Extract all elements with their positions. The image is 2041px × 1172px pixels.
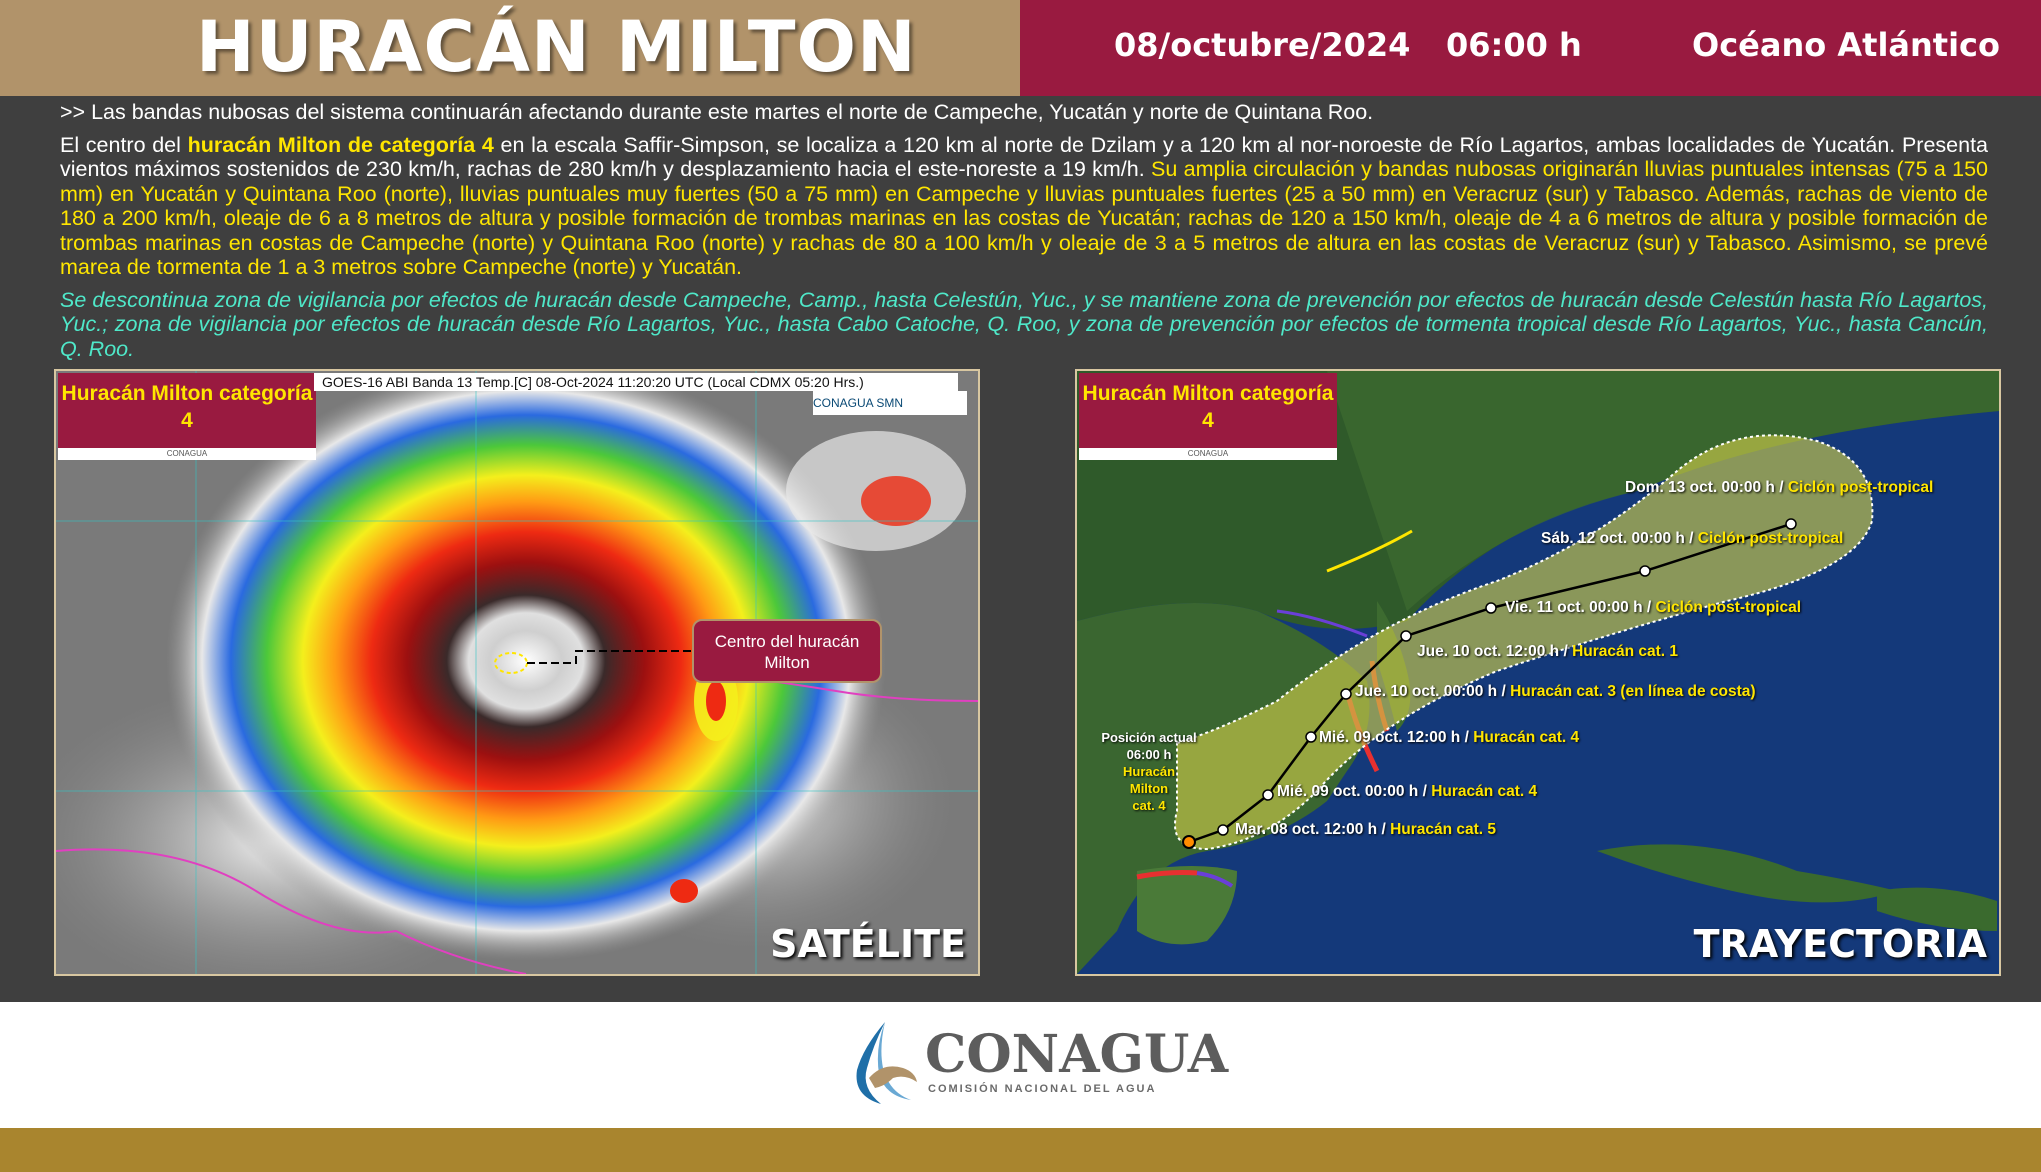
current-position-line: Posición actual (1101, 730, 1197, 745)
current-position-time: 06:00 h (1126, 747, 1172, 762)
current-position-name: Milton (1129, 781, 1169, 796)
track-point-label (1505, 599, 1801, 617)
track-point-status: Ciclón post-tropical (1787, 479, 1934, 496)
satellite-badge-logo: CONAGUA (58, 448, 316, 460)
satellite-badge-text: Huracán Milton categoría 4 (61, 382, 313, 432)
track-point-time: Mar. 08 oct. 12:00 h / (1235, 821, 1391, 838)
track-point-status: Huracán cat. 5 (1390, 821, 1497, 838)
track-panel (1075, 369, 2001, 976)
track-point-time: Mié. 09 oct. 12:00 h / (1319, 729, 1474, 746)
track-point-label (1235, 821, 1496, 839)
track-badge (1079, 373, 1337, 460)
track-point-time: Jue. 10 oct. 00:00 h / (1355, 683, 1511, 700)
bulletin-paragraph-3: Se descontinua zona de vigilancia por efectos de huracán desde Campeche, Camp., hasta Celestún, Yuc., y se mantiene zona de prevención por efectos de huracán desde Celestún hasta Río Lagartos, Yuc.; zona de vigilancia por efectos de huracán desde Río Lagartos, Yuc., hasta Cabo Catoche, Q. Roo, y zona de prevención por efectos de tormenta tropical desde Río Lagartos, Yuc., hasta Cancún, Q. Roo. (60, 287, 1988, 361)
page-title: HURACÁN MILTON (196, 6, 917, 88)
track-point-label (1541, 530, 1843, 548)
track-point-label (1319, 729, 1579, 747)
conagua-logo-icon (845, 1018, 921, 1108)
satellite-panel (54, 369, 980, 976)
satellite-watermark: SATÉLITE (770, 922, 966, 966)
current-position-type: Huracán (1122, 764, 1176, 779)
footer-bar (0, 1128, 2041, 1172)
track-point-status: Huracán cat. 4 (1473, 729, 1580, 746)
track-map (1077, 371, 1999, 974)
track-point-status: Ciclón post-tropical (1697, 530, 1844, 547)
track-point-label (1277, 783, 1537, 801)
track-badge-logo: CONAGUA (1079, 448, 1337, 460)
track-point-status: Huracán cat. 4 (1431, 783, 1538, 800)
ocean-label: Océano Atlántico (1692, 26, 2000, 64)
satellite-caption: GOES-16 ABI Banda 13 Temp.[C] 08-Oct-2024 11:20:20 UTC (Local CDMX 05:20 Hrs.) (314, 373, 958, 391)
p2-highlight: huracán Milton de categoría 4 (187, 132, 494, 157)
track-point-label (1417, 643, 1678, 661)
p2-effects: Su amplia circulación y bandas nubosas originarán lluvias puntuales intensas (75 a 150 mm) en Yucatán y Quintana Roo (norte), lluvias puntuales muy fuertes (50 a 75 mm) en Campeche y lluvias puntuales fuertes (25 a 50 mm) en Veracruz (sur) y Tabasco. Además, rachas de viento de 180 a 200 km/h, oleaje de 6 a 8 metros de altura y posible formación de trombas marinas en las costas de Yucatán; rachas de 120 a 150 km/h, oleaje de 4 a 6 metros de altura y posible formación de trombas marinas en costas de Campeche (norte) y Quintana Roo (norte) y rachas de 80 a 100 km/h y oleaje de 3 a 5 metros de altura en las costas de Veracruz (sur) y Tabasco. Asimismo, se prevé marea de tormenta de 1 a 3 metros sobre Campeche (norte) y Yucatán. (60, 157, 1988, 279)
track-point-time: Dom. 13 oct. 00:00 h / (1625, 479, 1788, 496)
track-point-status: Ciclón post-tropical (1655, 599, 1802, 616)
bulletin-line-1: >> Las bandas nubosas del sistema continuarán afectando durante este martes el norte de Campeche, Yucatán y norte de Quintana Roo. (60, 100, 1374, 124)
conagua-logo-text: CONAGUA (925, 1024, 1229, 1085)
conagua-logo-subtitle: COMISIÓN NACIONAL DEL AGUA (928, 1083, 1157, 1095)
track-point-time: Vie. 11 oct. 00:00 h / (1505, 599, 1656, 616)
track-point-label (1625, 479, 1933, 497)
p2-intro: El centro del (60, 132, 188, 157)
track-badge-text: Huracán Milton categoría 4 (1082, 382, 1334, 432)
satellite-badge (58, 373, 316, 460)
track-point-status: Huracán cat. 1 (1572, 643, 1679, 660)
current-position-label (1091, 729, 1207, 814)
track-point-time: Mié. 09 oct. 00:00 h / (1277, 783, 1432, 800)
bulletin-paragraph-2 (60, 133, 1988, 280)
track-point-status: Huracán cat. 3 (en línea de costa) (1510, 683, 1756, 700)
hurricane-center-label: Centro del huracán Milton (692, 619, 882, 683)
track-point-time: Jue. 10 oct. 12:00 h / (1417, 643, 1573, 660)
current-position-category: cat. 4 (1132, 798, 1166, 813)
track-watermark: TRAYECTORIA (1693, 922, 1987, 966)
p2-location: en la escala Saffir-Simpson, se localiza a 120 km al norte de Dzilam y a 120 km al nor-noroeste de Río Lagartos, ambas localidades de Yucatán. Presenta vientos máximos sostenidos de 230 km/h, rachas de 280 km/h y desplazamiento hacia el este-noreste a 19 km/h. (60, 132, 1989, 181)
bulletin-text (60, 100, 1988, 369)
satellite-logos: CONAGUA SMN (813, 391, 967, 415)
track-point-label (1355, 683, 1756, 701)
bulletin-hour: 06:00 h (1446, 26, 1582, 64)
track-point-time: Sáb. 12 oct. 00:00 h / (1541, 530, 1698, 547)
bulletin-date: 08/octubre/2024 (1114, 26, 1411, 64)
